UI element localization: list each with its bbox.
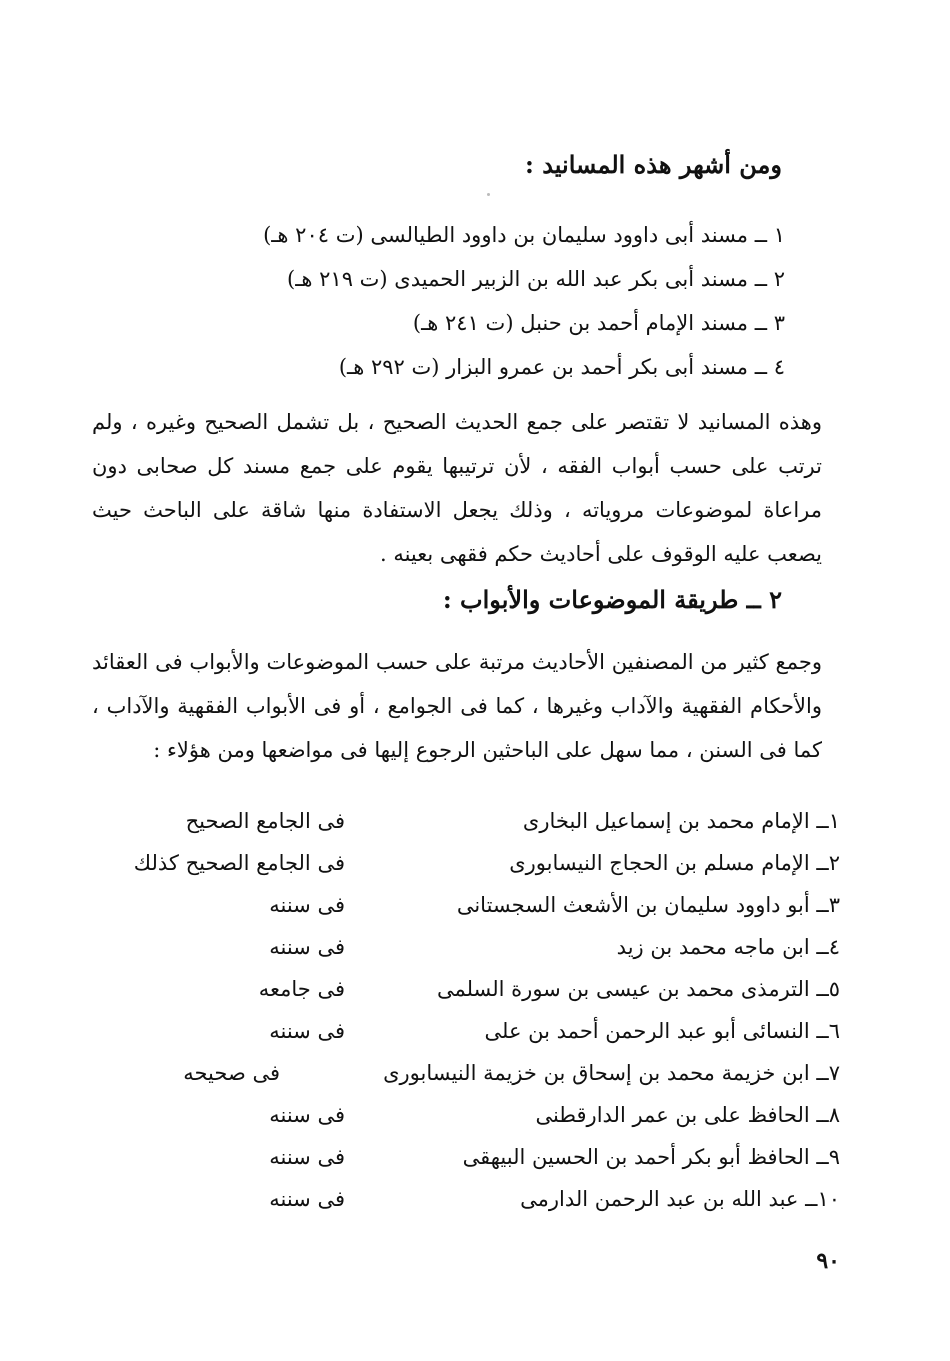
author-work: فى سننه	[269, 1103, 345, 1127]
author-name: ١٠ــ عبد الله بن عبد الرحمن الدارمى	[520, 1187, 840, 1211]
author-work: فى سننه	[269, 1145, 345, 1169]
author-row	[90, 1052, 840, 1094]
author-work: فى سننه	[269, 893, 345, 917]
author-work: فى سننه	[269, 1187, 345, 1211]
author-name: ٧ــ ابن خزيمة محمد بن إسحاق بن خزيمة النيسابورى	[383, 1061, 840, 1085]
author-name: ٦ــ النسائى أبو عبد الرحمن أحمد بن على	[484, 1019, 840, 1043]
author-work: فى جامعه	[258, 977, 345, 1001]
author-work: فى الجامع الصحيح كذلك	[133, 851, 345, 875]
musnad-list	[185, 213, 785, 389]
musnad-item: ٣ ــ مسند الإمام أحمد بن حنبل (ت ٢٤١ هـ)	[412, 311, 785, 335]
paper-speck	[487, 193, 490, 196]
paragraph-musnad-description: وهذه المسانيد لا تقتصر على جمع الحديث الصحيح ، بل تشمل الصحيح وغيره ، ولم ترتب على حسب أبواب الفقه ، لأن ترتيبها يقوم على جمع مسند كل صحابى دون مراعاة لموضوعات مروياته ، وذلك يجعل الاستفادة منها شاقة على الباحث حيث يصعب عليه الوقوف على أحاديث حكم فقهى بعينه .	[92, 410, 822, 566]
intro-heading: ومن أشهر هذه المسانيد :	[524, 150, 782, 179]
author-work: فى سننه	[269, 1019, 345, 1043]
author-row	[90, 968, 840, 1010]
author-work: فى الجامع الصحيح	[185, 809, 345, 833]
authors-list	[90, 800, 840, 1220]
author-work: فى سننه	[269, 935, 345, 959]
page-number: ٩٠	[816, 1248, 840, 1274]
author-row	[90, 1094, 840, 1136]
author-row	[90, 1178, 840, 1220]
author-row	[90, 926, 840, 968]
author-row	[90, 800, 840, 842]
section-heading: ٢ ــ طريقة الموضوعات والأبواب :	[442, 585, 782, 614]
musnad-item: ٢ ــ مسند أبى بكر عبد الله بن الزبير الحميدى (ت ٢١٩ هـ)	[287, 267, 785, 291]
author-name: ٣ــ أبو داوود سليمان بن الأشعث السجستانى	[456, 893, 840, 917]
author-row	[90, 1136, 840, 1178]
author-row	[90, 884, 840, 926]
paragraph-topics-method: وجمع كثير من المصنفين الأحاديث مرتبة على حسب الموضوعات والأبواب فى العقائد والأحكام الفقهية والآداب وغيرها ، كما فى الجوامع ، أو فى الأبواب الفقهية والآداب ، كما فى السنن ، مما سهل على الباحثين الرجوع إليها فى مواضعها ومن هؤلاء :	[92, 650, 822, 762]
musnad-item: ٤ ــ مسند أبى بكر أحمد بن عمرو البزار (ت ٢٩٢ هـ)	[338, 355, 785, 379]
author-name: ١ــ الإمام محمد بن إسماعيل البخارى	[522, 809, 840, 833]
author-row	[90, 842, 840, 884]
musnad-item: ١ ــ مسند أبى داوود سليمان بن داوود الطيالسى (ت ٢٠٤ هـ)	[263, 223, 785, 247]
author-row	[90, 1010, 840, 1052]
author-name: ٤ــ ابن ماجه محمد بن زيد	[616, 935, 840, 959]
author-work: فى صحيحه	[183, 1061, 280, 1085]
author-name: ٢ــ الإمام مسلم بن الحجاج النيسابورى	[509, 851, 840, 875]
author-name: ٩ــ الحافظ أبو بكر أحمد بن الحسين البيهقى	[462, 1145, 840, 1169]
author-name: ٨ــ الحافظ على بن عمر الدارقطنى	[535, 1103, 840, 1127]
author-name: ٥ــ الترمذى محمد بن عيسى بن سورة السلمى	[436, 977, 840, 1001]
